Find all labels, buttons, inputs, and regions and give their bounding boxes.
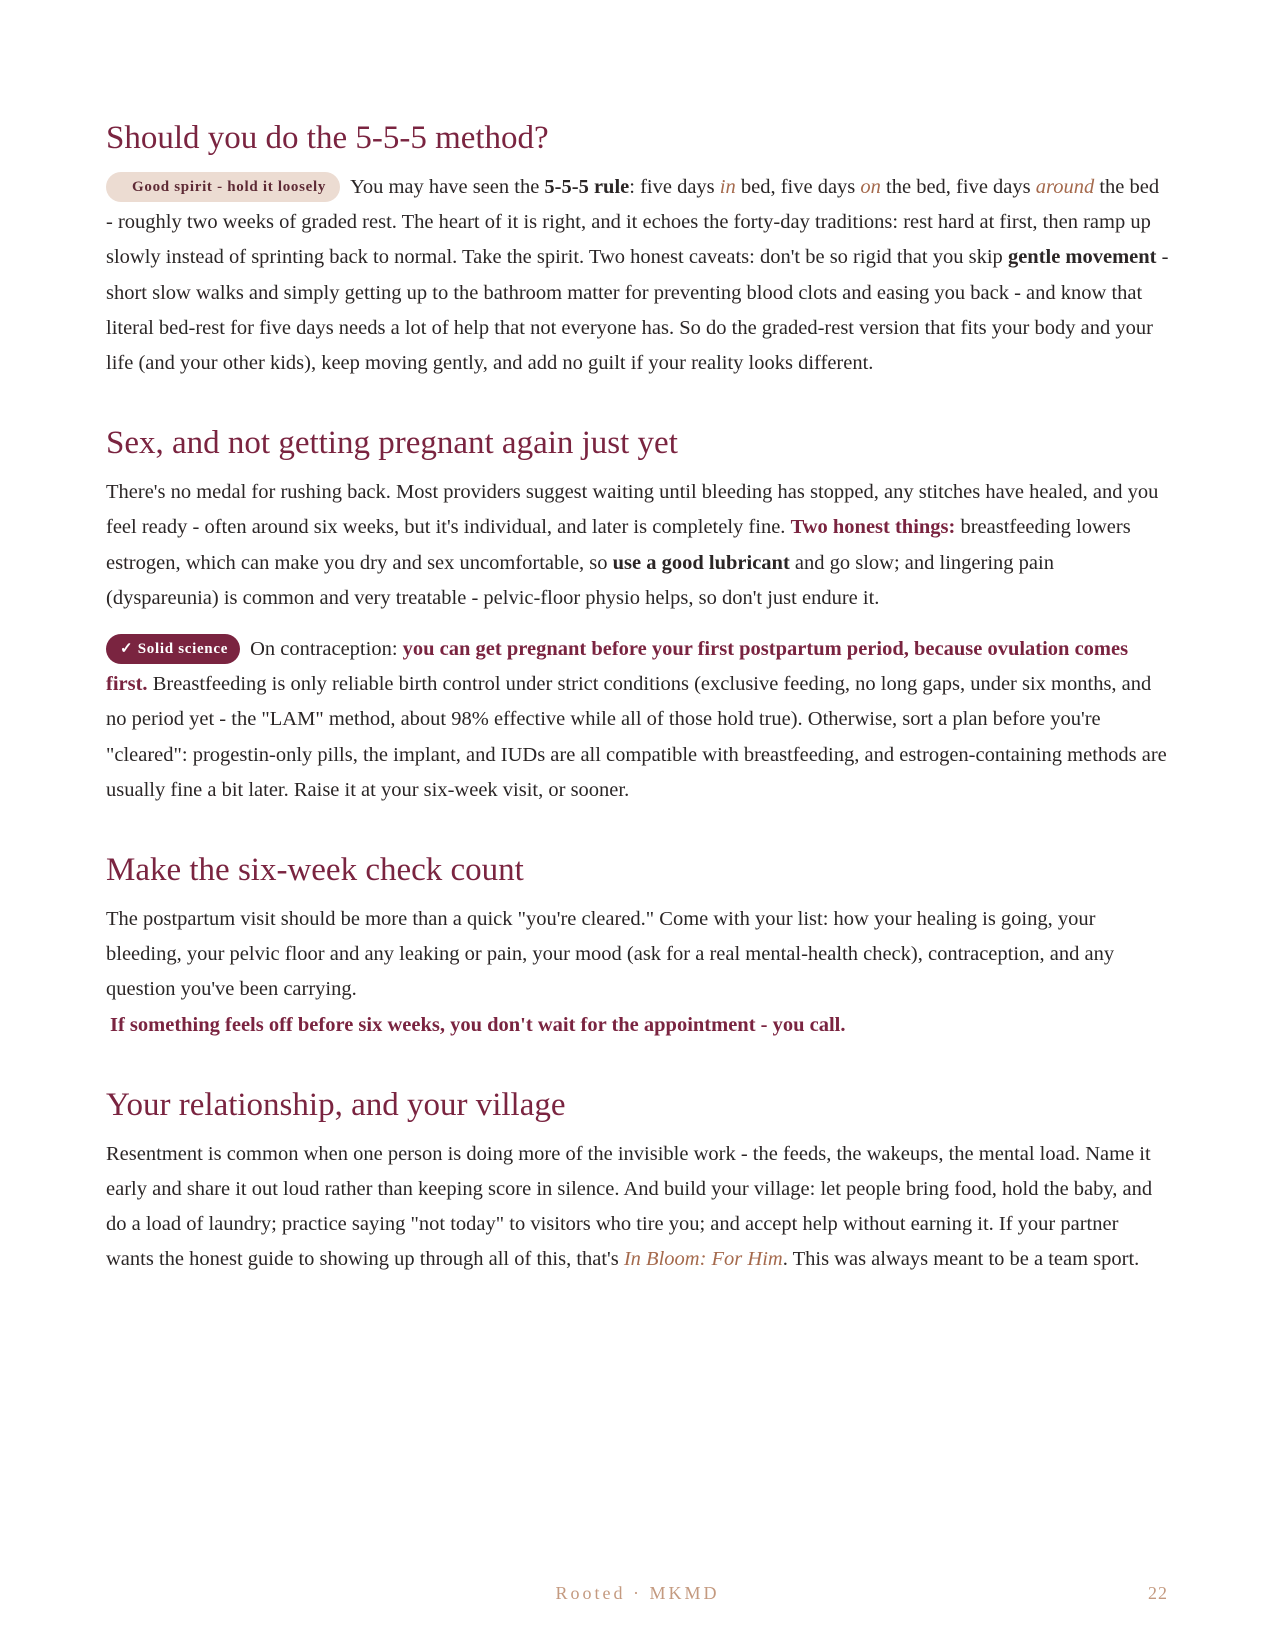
section-heading: Make the six-week check count [106, 852, 524, 889]
book-title-link: In Bloom: For Him [623, 1248, 783, 1271]
text-run: the bed, five days [880, 176, 1036, 198]
section-heading: Should you do the 5-5-5 method? [106, 120, 549, 156]
text-run: : five days [629, 176, 720, 198]
text-run: . This was always meant to be a team sport. [782, 1248, 1140, 1271]
text-run: There's no medal for rushing back. Most providers suggest waiting until bleeding has stopped, any stitches have healed, and you feel ready - often around six weeks, but it's individual, and later is completely fine. [106, 481, 1159, 539]
text-run: bed, five days [735, 176, 861, 198]
text-run: - short slow walks and simply getting up to the bathroom matter for preventing blood clots and easing you back - and know that literal bed-rest for five days needs a lot of help that not everyone has. So do the graded-rest version that fits your body and your life (and your other kids), keep moving gently, and add no guilt if your reality looks different. [106, 246, 1169, 375]
text-run: Breastfeeding is only reliable birth control under strict conditions (exclusive feeding, no long gaps, under six months, and no period yet - the "LAM" method, about 98% effective while all of those hold true). Otherwise, sort a plan before you're "cleared": progestin-only pills, the implant, and IUDs are all compatible with breastfeeding, and estrogen-containing methods are usually fine a bit later. Raise it at your six-week visit, or sooner. [106, 673, 1167, 801]
highlight-text: Two honest things: [790, 516, 956, 539]
page-number: 22 [1148, 1583, 1168, 1603]
text-run: and go slow; and lingering pain (dyspareunia) is common and very treatable - pelvic-floor physio helps, so don't just endure it. [106, 551, 1054, 609]
italic-emphasis: around [1035, 176, 1095, 198]
highlight-text: you can get pregnant before your first postpartum period, because ovulation comes first. [106, 638, 1129, 696]
callout-text: If something feels off before six weeks, you don't wait for the appointment - you call. [110, 1013, 846, 1036]
section-555-method [106, 118, 1170, 381]
text-run: the bed - roughly two weeks of graded rest. The heart of it is right, and it echoes the forty-day traditions: rest hard at first, then ramp up slowly instead of sprinting back to normal. Take the spirit. Two honest caveats: don't be so rigid that you skip [106, 176, 1160, 269]
body-paragraph [106, 1137, 1170, 1278]
section-heading: Sex, and not getting pregnant again just yet [106, 425, 678, 462]
text-run: breastfeeding lowers estrogen, which can make you dry and sex uncomfortable, so [106, 516, 1131, 574]
footer-title: Rooted · MKMD [555, 1583, 720, 1603]
body-paragraph: The postpartum visit should be more than a quick "you're cleared." Come with your list: how your healing is going, your bleeding, your pelvic floor and any leaking or pain, your mood (ask for a real mental-health check), contraception, and any question you've been carrying. [106, 908, 1115, 1001]
body-paragraph [106, 170, 1170, 381]
evidence-badge-solid-science: ✓ Solid science [106, 634, 240, 664]
text-run: On contraception: [250, 638, 403, 661]
body-paragraph [106, 475, 1170, 616]
document-page [106, 118, 1170, 1320]
italic-emphasis: in [719, 176, 736, 198]
italic-emphasis: on [860, 176, 881, 198]
evidence-badge-good-spirit: Good spirit - hold it loosely [106, 172, 340, 202]
section-relationship-village [106, 1085, 1170, 1278]
body-paragraph [106, 632, 1170, 808]
text-run: You may have seen the [350, 176, 545, 198]
bold-term: gentle movement [1007, 246, 1157, 269]
section-heading: Your relationship, and your village [106, 1086, 566, 1123]
section-sex-contraception [106, 423, 1170, 808]
bold-term: 5-5-5 rule [544, 176, 630, 198]
section-six-week-check [106, 850, 1170, 1043]
text-run: Resentment is common when one person is doing more of the invisible work - the feeds, the wakeups, the mental load. Name it early and share it out loud rather than keeping score in silence. And build your village: let people bring food, hold the baby, and do a load of laundry; practice saying "not today" to visitors who tire you; and accept help without earning it. If your partner wants the honest guide to showing up through all of this, that's [106, 1142, 1153, 1271]
bold-term: use a good lubricant [612, 551, 790, 574]
